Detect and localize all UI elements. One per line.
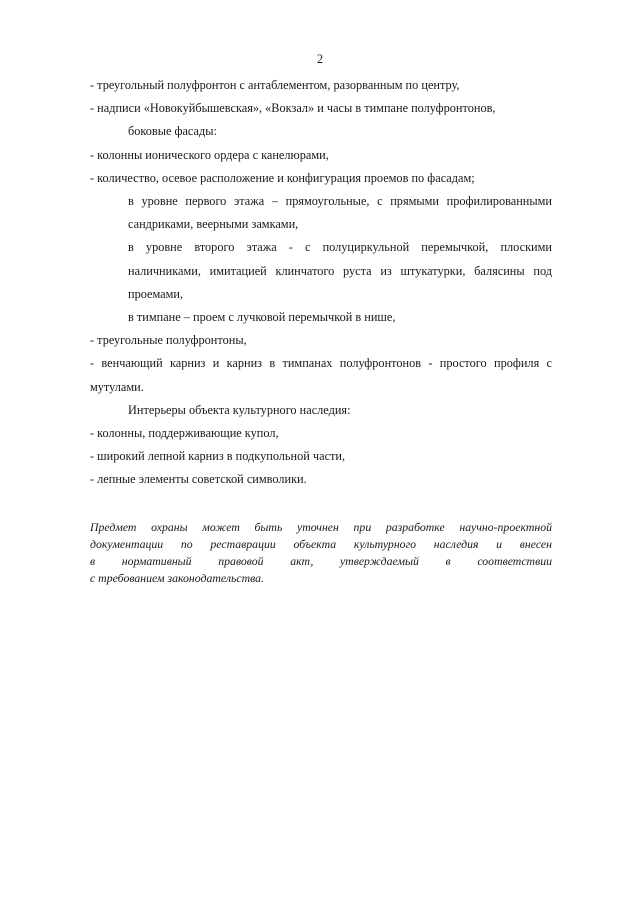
list-item: - колонны, поддерживающие купол, xyxy=(90,426,279,441)
protection-subject-note xyxy=(90,519,552,587)
list-item: - широкий лепной карниз в подкупольной части, xyxy=(90,449,346,464)
section-heading-interiors: Интерьеры объекта культурного наследия: xyxy=(128,402,351,417)
note-line: в нормативный правовой акт, утверждаемый в соответствии xyxy=(90,554,552,568)
section-heading-side-facades: боковые фасады: xyxy=(128,124,217,139)
list-item: - треугольные полуфронтоны, xyxy=(90,333,247,348)
note-line: с требованием законодательства. xyxy=(90,571,265,585)
list-item: - количество, осевое расположение и конфигурация проемов по фасадам; xyxy=(90,170,475,185)
list-item: - лепные элементы советской символики. xyxy=(90,472,307,487)
list-item: - венчающий карниз и карниз в тимпанах полуфронтонов - простого профиля с мутулами. xyxy=(90,356,552,394)
document-body xyxy=(90,74,552,492)
paragraph-second-floor: в уровне второго этажа - с полуциркульной перемычкой, плоскими наличниками, имитацией клинчатого руста из штукатурки, балясины под проемами, xyxy=(128,240,552,301)
paragraph-first-floor: в уровне первого этажа – прямоугольные, с прямыми профилированными сандриками, веерными замками, xyxy=(128,194,552,232)
note-line: Предмет охраны может быть уточнен при разработке научно-проектной xyxy=(90,520,552,534)
list-item: - треугольный полуфронтон с антаблементом, разорванным по центру, xyxy=(90,78,460,92)
list-item: - колонны ионического ордера с канелюрами, xyxy=(90,147,329,162)
page-number: 2 xyxy=(316,52,324,66)
note-line: документации по реставрации объекта культурного наследия и внесен xyxy=(90,537,552,551)
paragraph-tympanum: в тимпане – проем с лучковой перемычкой в нише, xyxy=(128,310,396,325)
list-item: - надписи «Новокуйбышевская», «Вокзал» и часы в тимпане полуфронтонов, xyxy=(90,101,496,116)
